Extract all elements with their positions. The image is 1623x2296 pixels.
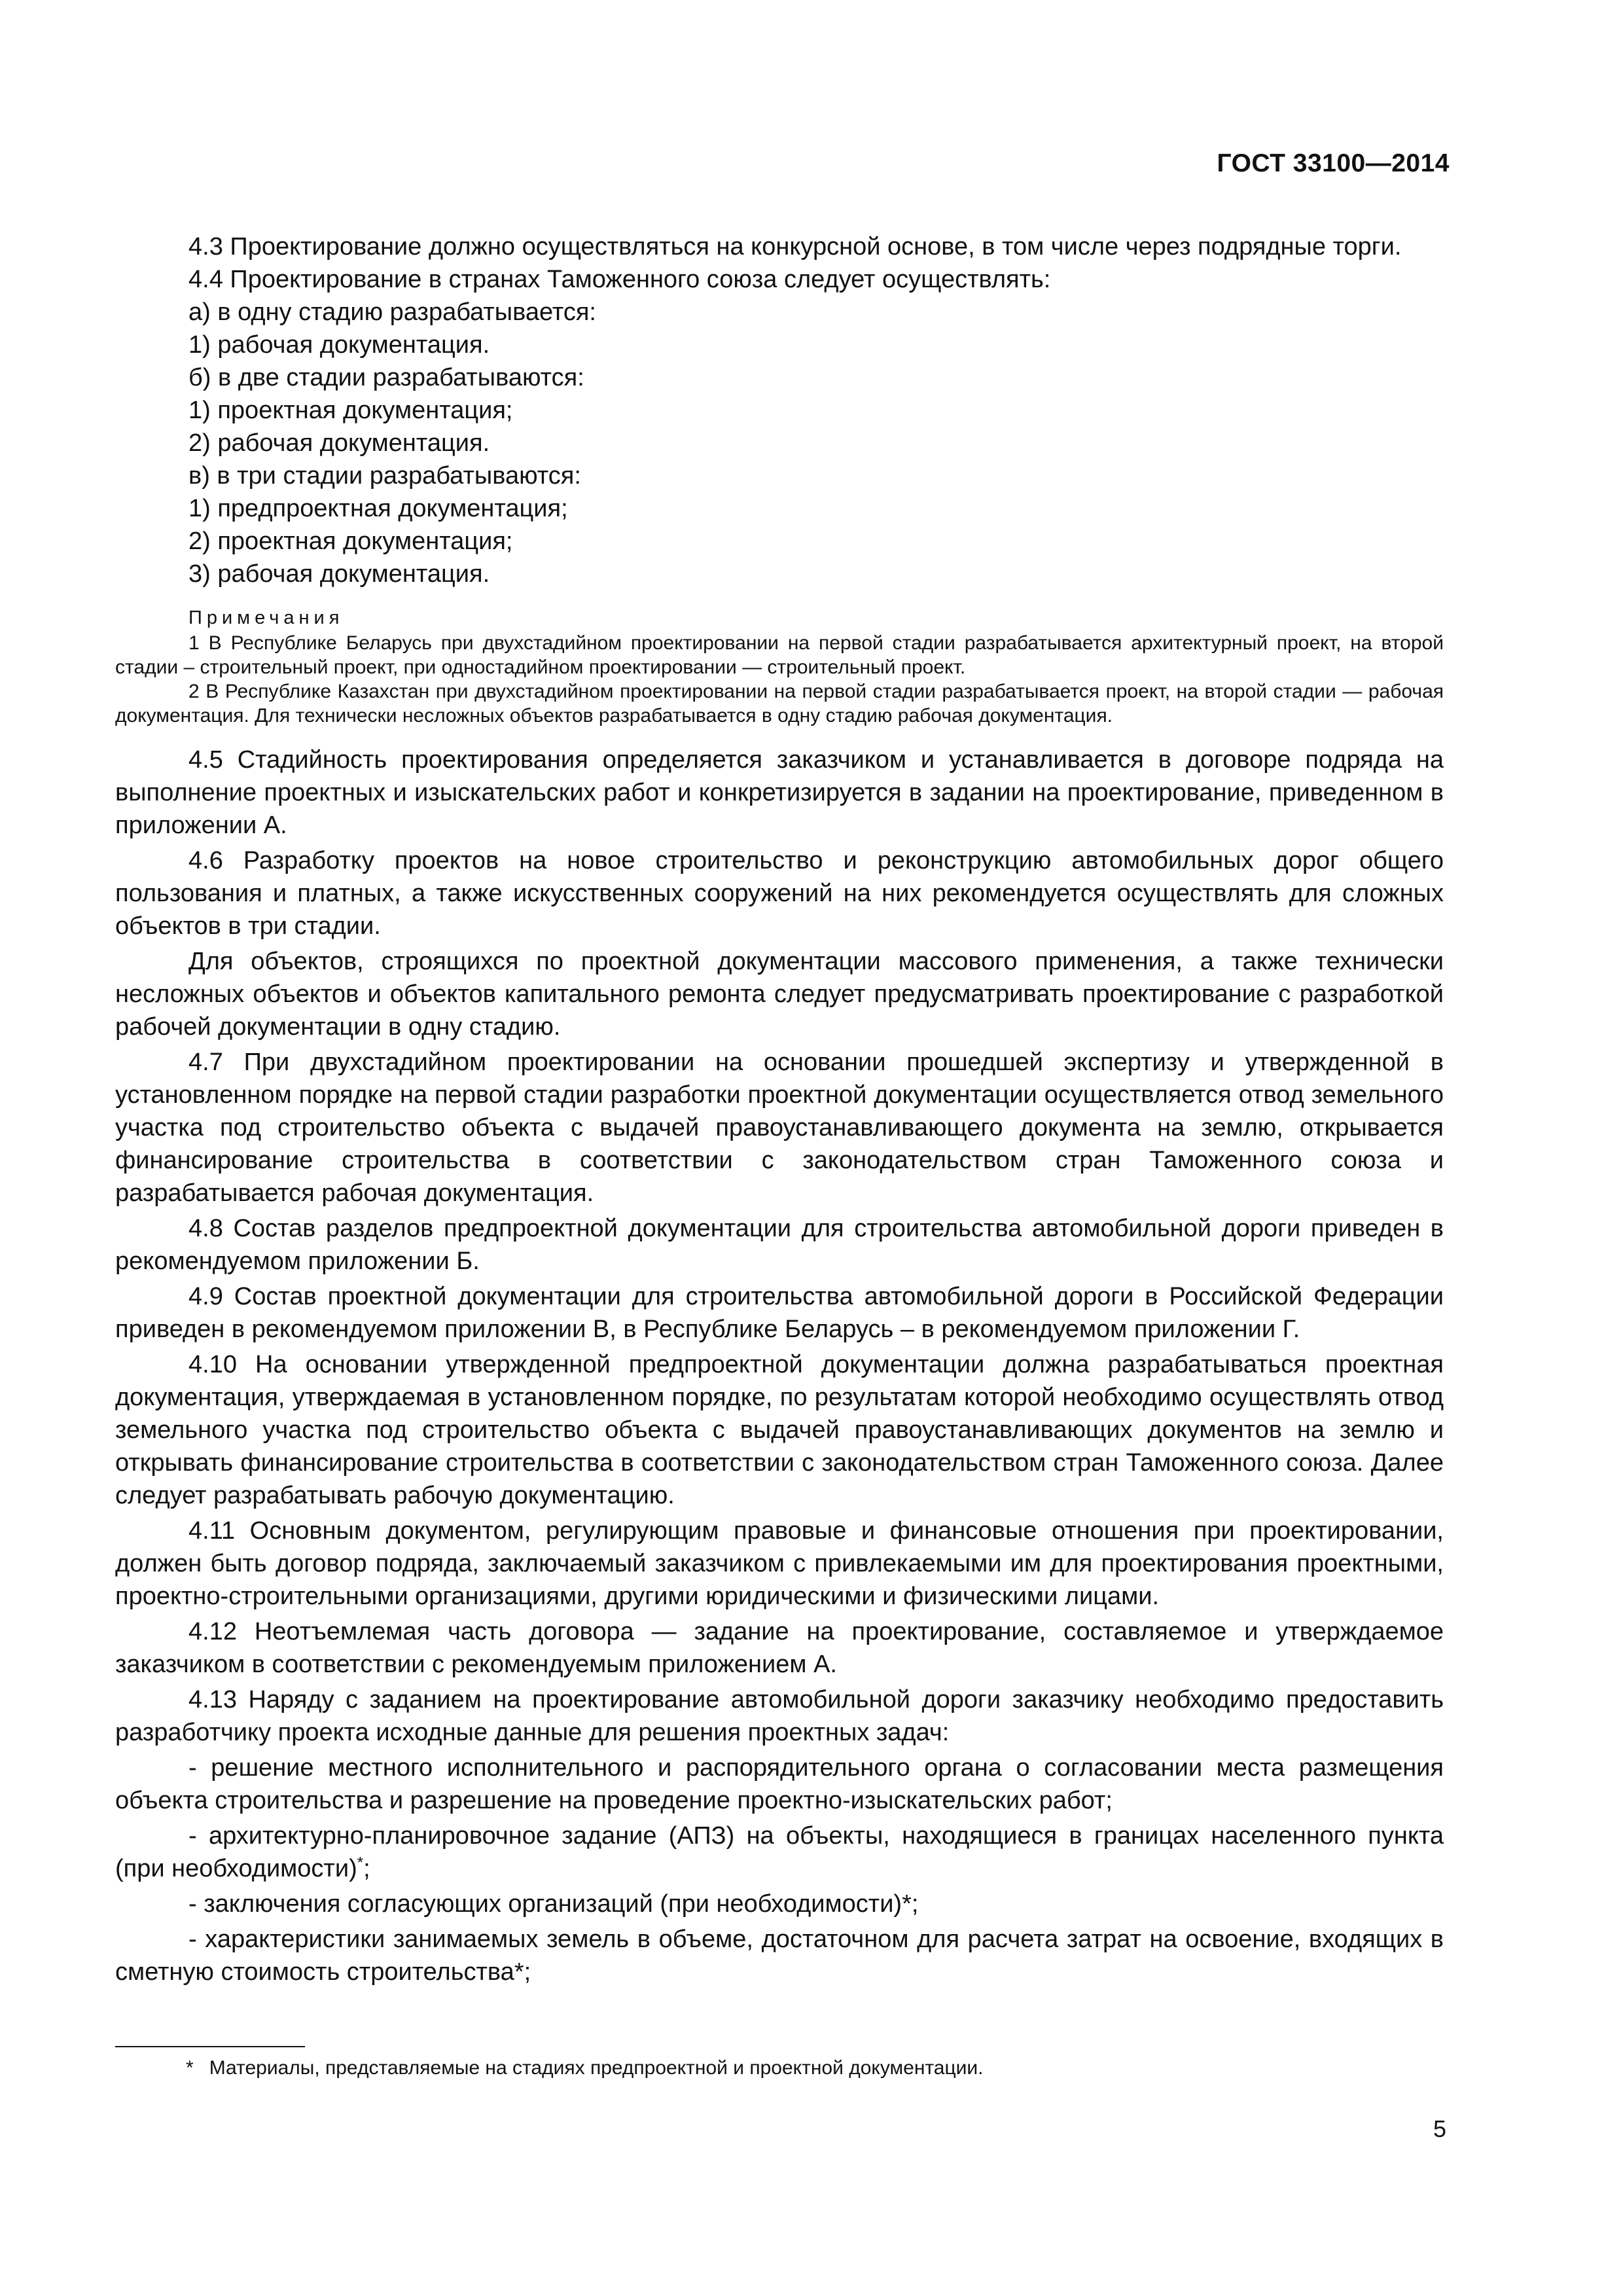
list-item: 1) рабочая документация.: [188, 331, 490, 359]
note-item: 1 В Республике Беларусь при двухстадийном проектировании на первой стадии разрабатывается архитектурный проект, на второй стадии – строительный проект, при одностадийном проектировании — строительный проект.: [115, 632, 1444, 678]
list-item: а) в одну стадию разрабатывается:: [188, 298, 596, 326]
clause-4-8: 4.8 Состав разделов предпроектной документации для строительства автомобильной дороги приведен в рекомендуемом приложении Б.: [115, 1215, 1444, 1275]
note-item: 2 В Республике Казахстан при двухстадийном проектировании на первой стадии разрабатывается проект, на второй стадии — рабочая документация. Для технически несложных объектов разрабатывается в одну стадию рабочая документация.: [115, 681, 1444, 726]
clause-4-9: 4.9 Состав проектной документации для строительства автомобильной дороги в Российской Федерации приведен в рекомендуемом приложении В, в Республике Беларусь – в рекомендуемом приложении Г.: [115, 1283, 1444, 1343]
apz-tail: ;: [363, 1855, 370, 1882]
clause-4-4: 4.4 Проектирование в странах Таможенного союза следует осуществлять:: [188, 266, 1051, 293]
clause-4-10: 4.10 На основании утвержденной предпроектной документации должна разрабатываться проектная документация, утверждаемая в установленном порядке, по результатам которой необходимо осуществлять отвод земельного участка под строительство объекта с выдачей правоустанавливающих документов на землю и открывать финансирование строительства в соответствии с законодательством стран Таможенного союза. Далее следует разрабатывать рабочую документацию.: [115, 1351, 1444, 1509]
list-item: 3) рабочая документация.: [188, 560, 490, 588]
footnote: [186, 2055, 984, 2081]
list-item: - характеристики занимаемых земель в объеме, достаточном для расчета затрат на освоение, входящих в сметную стоимость строительства*;: [115, 1926, 1444, 1986]
page-number: 5: [1433, 2115, 1446, 2142]
footnote-text: Материалы, представляемые на стадиях предпроектной и проектной документации.: [209, 2057, 984, 2079]
notes-title: Примечания: [188, 607, 344, 628]
footnote-divider: [115, 2046, 305, 2047]
clause-4-3: 4.3 Проектирование должно осуществляться на конкурсной основе, в том числе через подрядные торги.: [188, 233, 1402, 260]
page-body: [115, 230, 1444, 1991]
list-item: 2) проектная документация;: [188, 528, 513, 555]
clause-4-12: 4.12 Неотъемлемая часть договора — задание на проектирование, составляемое и утверждаемое заказчиком в соответствии с рекомендуемым приложением А.: [115, 1618, 1444, 1678]
footnote-reference: *: [357, 1854, 364, 1872]
apz-text: - архитектурно-планировочное задание (АПЗ) на объекты, находящиеся в границах населенного пункта (при необходимости): [115, 1822, 1444, 1882]
paragraph: Для объектов, строящихся по проектной документации массового применения, а также технически несложных объектов и объектов капитального ремонта следует предусматривать проектирование с разработкой рабочей документации в одну стадию.: [115, 948, 1444, 1041]
clause-4-13: 4.13 Наряду с заданием на проектирование автомобильной дороги заказчику необходимо предоставить разработчику проекта исходные данные для решения проектных задач:: [115, 1686, 1444, 1746]
clause-4-5: 4.5 Стадийность проектирования определяется заказчиком и устанавливается в договоре подряда на выполнение проектных и изыскательских работ и конкретизируется в задании на проектирование, приведенном в приложении А.: [115, 746, 1444, 839]
list-item: - решение местного исполнительного и распорядительного органа о согласовании места размещения объекта строительства и разрешение на проведение проектно-изыскательских работ;: [115, 1754, 1444, 1814]
list-item: 1) предпроектная документация;: [188, 495, 568, 522]
clause-4-11: 4.11 Основным документом, регулирующим правовые и финансовые отношения при проектировании, должен быть договор подряда, заключаемый заказчиком с привлекаемыми им для проектирования проектными, проектно-строительными организациями, другими юридическими и физическими лицами.: [115, 1517, 1444, 1610]
list-item: в) в три стадии разрабатываются:: [188, 462, 581, 490]
footnote-mark: *: [186, 2057, 194, 2079]
list-item: б) в две стадии разрабатываются:: [188, 364, 584, 391]
list-item-apz: [115, 1820, 1444, 1885]
document-number: ГОСТ 33100—2014: [1217, 149, 1450, 177]
list-item: 2) рабочая документация.: [188, 429, 490, 457]
list-item: - заключения согласующих организаций (при необходимости)*;: [188, 1890, 919, 1918]
notes-block: [115, 605, 1444, 728]
clause-4-6: 4.6 Разработку проектов на новое строительство и реконструкцию автомобильных дорог общего пользования и платных, а также искусственных сооружений на них рекомендуется осуществлять для сложных объектов в три стадии.: [115, 847, 1444, 940]
clause-4-7: 4.7 При двухстадийном проектировании на основании прошедшей экспертизу и утвержденной в установленном порядке на первой стадии разработки проектной документации осуществляется отвод земельного участка под строительство объекта с выдачей правоустанавливающего документа на землю, открывается финансирование строительства в соответствии с законодательством стран Таможенного союза и разрабатывается рабочая документация.: [115, 1049, 1444, 1207]
list-item: 1) проектная документация;: [188, 397, 513, 424]
